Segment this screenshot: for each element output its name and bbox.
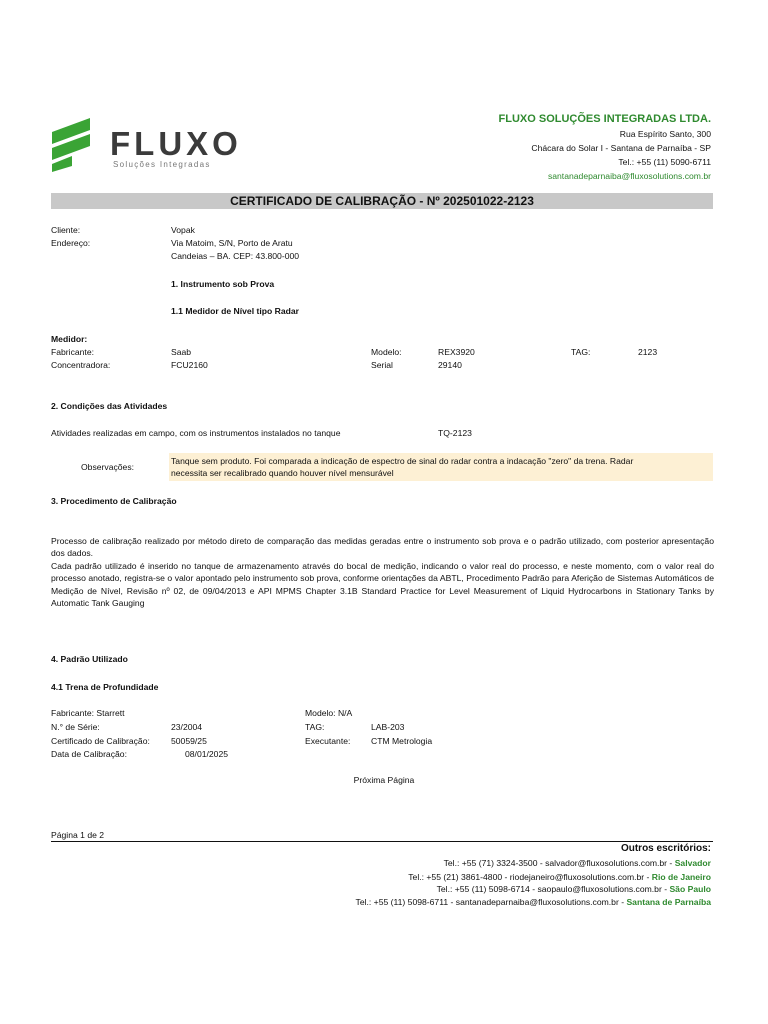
logo-tagline: Soluções Integradas: [113, 160, 211, 169]
tank-id: TQ-2123: [438, 428, 472, 438]
office-city: Santana de Parnaíba: [626, 897, 711, 907]
medidor-label: Medidor:: [51, 334, 88, 344]
logo-wordmark: FLUXO: [110, 125, 242, 162]
tag-value: 2123: [638, 347, 658, 357]
company-address-line1: Rua Espírito Santo, 300: [619, 129, 711, 139]
observations-line1: Tanque sem produto. Foi comparada a indicação de espectro de sinal do radar contra a indacação "zero" da trena. Radar: [171, 456, 634, 466]
footer-divider: [51, 841, 713, 842]
executante-label: Executante:: [305, 736, 351, 746]
office-line: [437, 883, 711, 895]
section1-heading: 1. Instrumento sob Prova: [171, 279, 275, 289]
office-city: Salvador: [674, 858, 711, 868]
cert-value: 50059/25: [171, 736, 207, 746]
serie-value: 23/2004: [171, 722, 203, 732]
fabricante-label: Fabricante:: [51, 347, 94, 357]
company-name: FLUXO SOLUÇÕES INTEGRADAS LTDA.: [498, 113, 711, 125]
address-label: Endereço:: [51, 238, 91, 248]
section4-subheading: 4.1 Trena de Profundidade: [51, 682, 159, 692]
standard-modelo: Modelo: N/A: [305, 708, 353, 718]
office-city: Rio de Janeiro: [651, 872, 711, 882]
office-contact: Tel.: +55 (11) 5098-6711 - santanadeparnaiba@fluxosolutions.com.br -: [355, 897, 627, 907]
standard-tag-value: LAB-203: [371, 722, 405, 732]
office-line: [356, 896, 711, 908]
standard-fabricante: Fabricante: Starrett: [51, 708, 125, 718]
activities-text: Atividades realizadas em campo, com os instrumentos instalados no tanque: [51, 428, 341, 438]
modelo-label: Modelo:: [371, 347, 402, 357]
concentradora-label: Concentradora:: [51, 360, 111, 370]
address-line2: Candeias – BA. CEP: 43.800-000: [171, 251, 300, 261]
fluxo-logo-icon: [50, 118, 94, 172]
company-phone: Tel.: +55 (11) 5090-6711: [618, 157, 711, 167]
observations-label: Observações:: [81, 462, 135, 472]
observations-line2: necessita ser recalibrado quando houver nível mensurável: [171, 468, 394, 478]
client-value: Vopak: [171, 225, 195, 235]
standard-tag-label: TAG:: [305, 722, 325, 732]
serial-value: 29140: [438, 360, 462, 370]
company-address-line2: Chácara do Solar I - Santana de Parnaíba - SP: [531, 143, 711, 153]
fabricante-value: Saab: [171, 347, 192, 357]
concentradora-value: FCU2160: [171, 360, 208, 370]
serie-label: N.° de Série:: [51, 722, 100, 732]
offices-heading: Outros escritórios:: [620, 843, 711, 854]
section3-heading: 3. Procedimento de Calibração: [51, 496, 177, 506]
calibration-date-value: 08/01/2025: [185, 749, 229, 759]
procedure-paragraph-2: Cada padrão utilizado é inserido no tanque de armazenamento através do bocal de medição, indicando o valor real do processo, e neste momento, com o valor real do processo anotado, registra-se o valor apontado pelo instrumento sob prova, conforme orientações da ABTL, Procedimento Padrão para Aferição de Sistemas Automáticos de Medição de Nível, Revisão nº 02, de 09/04/2013 e API MPMS Chapter 3.1B Standard Practice for Level Measurement of Liquid Hydrocarbons in Stationary Tanks by Automatic Tank Gauging: [51, 561, 714, 609]
section1-subheading: 1.1 Medidor de Nível tipo Radar: [171, 306, 299, 316]
calibration-date-label: Data de Calibração:: [51, 749, 127, 759]
office-contact: Tel.: +55 (21) 3861-4800 - riodejaneiro@fluxosolutions.com.br -: [408, 872, 652, 882]
next-page-label: Próxima Página: [353, 775, 415, 785]
office-city: São Paulo: [669, 884, 711, 894]
section2-heading: 2. Condições das Atividades: [51, 401, 168, 411]
serial-label: Serial: [371, 360, 393, 370]
procedure-paragraph-1: Processo de calibração realizado por método direto de comparação das medidas geradas entre o instrumento sob prova e o padrão utilizado, com posterior apresentação dos dados.: [51, 536, 714, 559]
company-email[interactable]: santanadeparnaiba@fluxosolutions.com.br: [547, 171, 711, 181]
office-line: [408, 871, 711, 883]
office-line: [444, 857, 711, 869]
executante-value: CTM Metrologia: [371, 736, 433, 746]
certificate-title: CERTIFICADO DE CALIBRAÇÃO - Nº 202501022-2123: [230, 194, 534, 208]
tag-label: TAG:: [571, 347, 591, 357]
modelo-value: REX3920: [438, 347, 475, 357]
office-contact: Tel.: +55 (11) 5098-6714 - saopaulo@fluxosolutions.com.br -: [436, 884, 670, 894]
page-number: Página 1 de 2: [51, 830, 105, 840]
office-contact: Tel.: +55 (71) 3324-3500 - salvador@fluxosolutions.com.br -: [443, 858, 675, 868]
cert-label: Certificado de Calibração:: [51, 736, 150, 746]
section4-heading: 4. Padrão Utilizado: [51, 654, 128, 664]
client-label: Cliente:: [51, 225, 81, 235]
address-line1: Via Matoim, S/N, Porto de Aratu: [171, 238, 293, 248]
